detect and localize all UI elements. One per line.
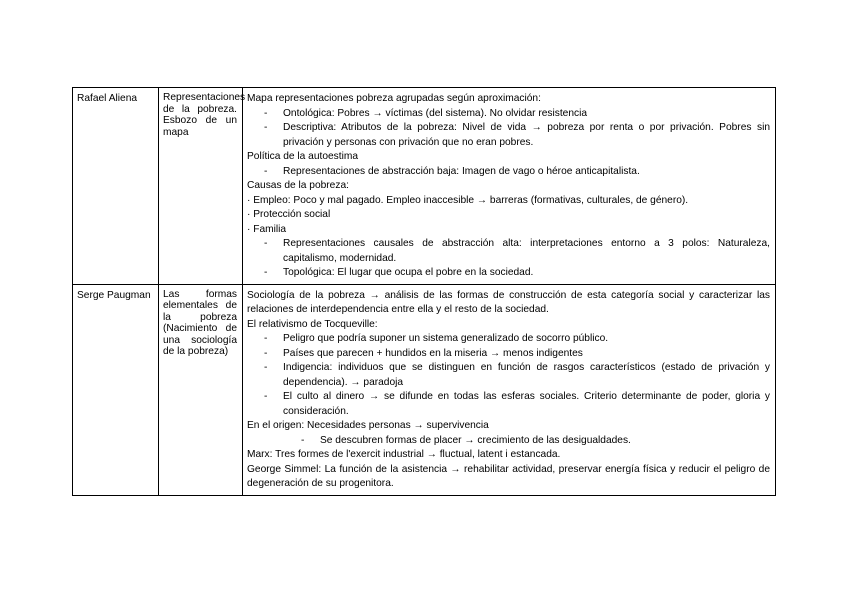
list-item: - El culto al dinero → se difunde en todas las esferas sociales. Criterio determinante de poder, gloria y consideración. <box>264 391 770 417</box>
section-heading: El relativismo de Tocqueville: <box>247 318 378 330</box>
list-item: - Topológica: El lugar que ocupa el pobre en la sociedad. <box>264 267 534 278</box>
section-heading: Causas de la pobreza: <box>247 180 349 191</box>
list-item: - Representaciones causales de abstracción alta: interpretaciones entorno a 3 polos: Naturaleza, capitalismo, modernidad. <box>264 238 770 264</box>
notes-intro: Mapa representaciones pobreza agrupadas según aproximación: <box>247 93 541 104</box>
section-heading: Política de la autoestima <box>247 151 358 162</box>
cause-item: · Familia <box>247 223 287 235</box>
marx-line: Marx: Tres formes de l'exercit industrial → fluctual, latent i estancada. <box>247 449 561 460</box>
list-item: - Ontológica: Pobres → víctimas (del sistema). No olvidar resistencia <box>264 107 588 119</box>
author-cell: Serge Paugman <box>73 284 159 495</box>
title-cell: Las formas elementales de la pobreza (Nacimiento de una sociología de la pobreza) <box>159 284 243 495</box>
list-item: - Representaciones de abstracción baja: Imagen de vago o héroe anticapitalista. <box>264 165 640 177</box>
list-item: - Peligro que podría suponer un sistema generalizado de socorro público. <box>264 333 609 344</box>
list-item: - Países que parecen + hundidos en la miseria → menos indigentes <box>264 347 583 359</box>
title-cell: Representaciones de la pobreza. Esbozo de un mapa <box>159 88 243 285</box>
notes-intro: Sociología de la pobreza → análisis de las formas de construcción de esta categoría social y caracterizar las relaciones de interdependencia entre ella y el resto de la sociedad. <box>247 289 770 315</box>
notes-table <box>72 87 776 496</box>
cause-item: · Protección social <box>247 209 331 220</box>
list-item: - Se descubren formas de placer → crecimiento de las desigualdades. <box>301 434 631 446</box>
table-row <box>73 88 776 285</box>
simmel-line: George Simmel: La función de la asistencia → rehabilitar actividad, preservar energía física y reducir el peligro de degeneración de su progenitora. <box>247 463 770 489</box>
notes-cell <box>243 284 776 495</box>
table-row <box>73 284 776 495</box>
origin-line: En el origen: Necesidades personas → supervivencia <box>247 420 489 431</box>
list-item: - Descriptiva: Atributos de la pobreza: Nivel de vida → pobreza por renta o por privación. Pobres sin privación y personas con privación que no eran pobres. <box>264 122 770 148</box>
notes-cell <box>243 88 776 285</box>
list-item: - Indigencia: individuos que se distinguen en función de rasgos característicos (estado de privación y dependencia). → paradoja <box>264 362 770 388</box>
cause-item: · Empleo: Poco y mal pagado. Empleo inaccesible → barreras (formativas, culturales, de género). <box>247 194 689 206</box>
author-cell: Rafael Aliena <box>73 88 159 285</box>
